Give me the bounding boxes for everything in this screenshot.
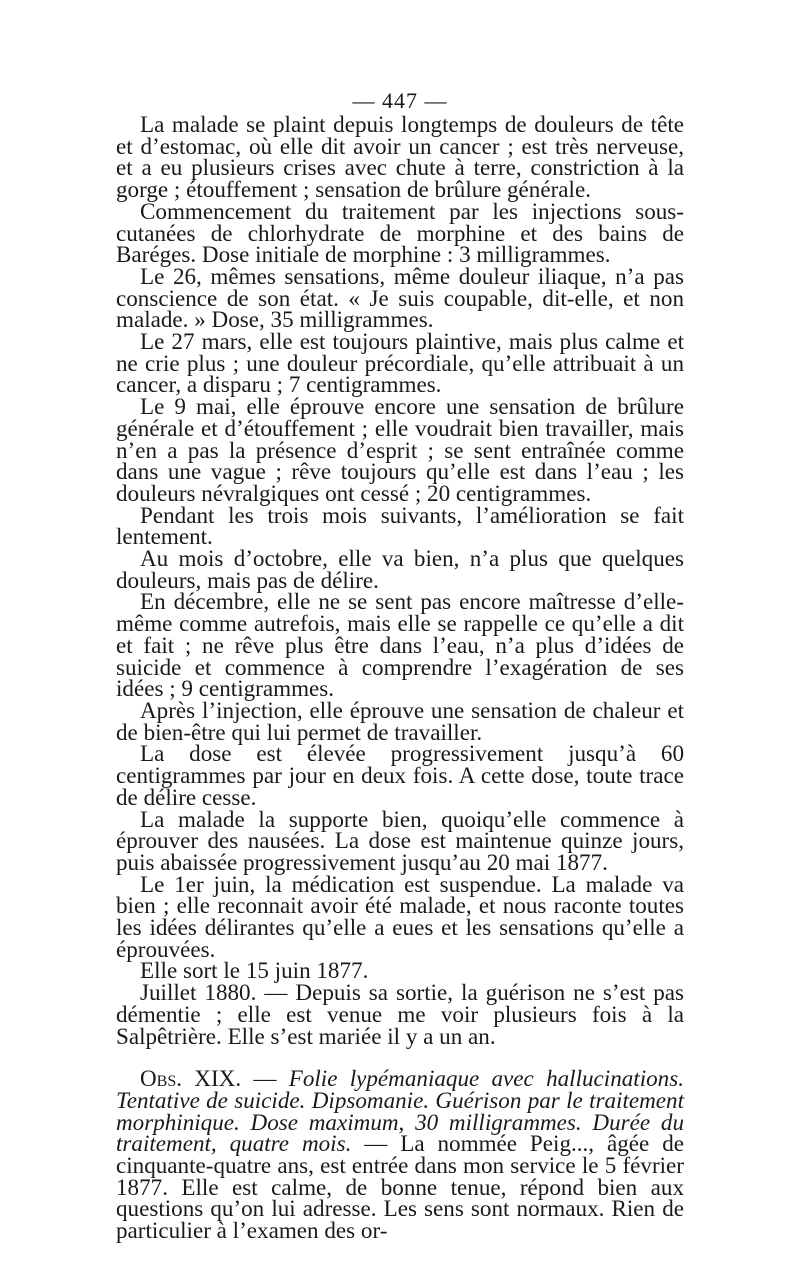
paragraph: Après l’injection, elle éprouve une sensation de chaleur et de bien-être qui lui permet de travailler. (116, 696, 684, 745)
paragraph: Juillet 1880. — Depuis sa sortie, la guérison ne s’est pas démentie ; elle est venue me voir plusieurs fois à la Salpêtrière. Elle s’est mariée il y a un an. (116, 979, 684, 1049)
paragraph: Commencement du traitement par les injections sous-cutanées de chlorhydrate de morphine et des bains de Baréges. Dose initiale de morphine : 3 milligrammes. (116, 197, 684, 268)
paragraph: Le 1er juin, la médication est suspendue. La malade va bien ; elle reconnait avoir été malade, et nous raconte toutes les idées délirantes qu’elle a eues et les sensations qu’elle a éprouvées. (116, 870, 684, 962)
observation-title: Folie lypémaniaque avec hallucinations. Tentative de suicide. Dipsomanie. Guérison par le traitement morphinique. Dose maximum, 30 milligrammes. Durée du traitement, quatre mois. (116, 1065, 684, 1157)
observation-paragraph (116, 1065, 684, 1244)
observation-label: Obs. XIX. (140, 1065, 242, 1092)
paragraph: Le 9 mai, elle éprouve encore une sensation de brûlure générale et d’étouffement ; elle voudrait bien travailler, mais n’en a pas la présence d’esprit ; se sent entraînée comme dans une vague ; rêve toujours qu’elle est dans l’eau ; les douleurs névralgiques ont cessé ; 20 centigrammes. (116, 393, 684, 506)
paragraph: La malade la supporte bien, quoiqu’elle commence à éprouver des nausées. La dose est maintenue quinze jours, puis abaissée progressivement jusqu’au 20 mai 1877. (116, 805, 684, 875)
paragraph: Au mois d’octobre, elle va bien, n’a plus que quelques douleurs, mais pas de délire. (116, 545, 684, 593)
paragraph: Le 27 mars, elle est toujours plaintive, mais plus calme et ne crie plus ; une douleur précordiale, qu’elle attribuait à un cancer, a disparu ; 7 centigrammes. (116, 328, 684, 398)
paragraph: Le 26, mêmes sensations, même douleur iliaque, n’a pas conscience de son état. « Je suis coupable, dit-elle, et non malade. » Dose, 35 milligrammes. (116, 262, 684, 333)
paragraph: En décembre, elle ne se sent pas encore maîtresse d’elle-même comme autrefois, mais elle se rappelle ce qu’elle a dit et fait ; ne rêve plus être dans l’eau, n’a plus d’idées de suicide et commence à comprendre l’exagération de ses idées ; 9 centigrammes. (116, 588, 684, 702)
observation-dash: — (241, 1065, 289, 1092)
paragraph: Pendant les trois mois suivants, l’amélioration se fait lentement. (116, 501, 684, 550)
observation-text: — La nommée Peig..., âgée de cinquante-quatre ans, est entrée dans mon service le 5 février 1877. Elle est calme, de bonne tenue, répond bien aux questions qu’on lui adresse. Les sens sont normaux. Rien de particulier à l’examen des or- (116, 1130, 684, 1244)
page-number: — 447 — (352, 88, 448, 113)
paragraph: La malade se plaint depuis longtemps de douleurs de tête et d’estomac, où elle dit avoir un cancer ; est très nerveuse, et a eu plusieurs crises avec chute à terre, constriction à la gorge ; étouffement ; sensation de brûlure générale. (116, 111, 684, 203)
paragraph: Elle sort le 15 juin 1877. (140, 957, 369, 984)
paragraph: La dose est élevée progressivement jusqu’à 60 centigrammes par jour en deux fois. A cette dose, toute trace de délire cesse. (116, 740, 684, 810)
body-text (116, 111, 684, 1244)
